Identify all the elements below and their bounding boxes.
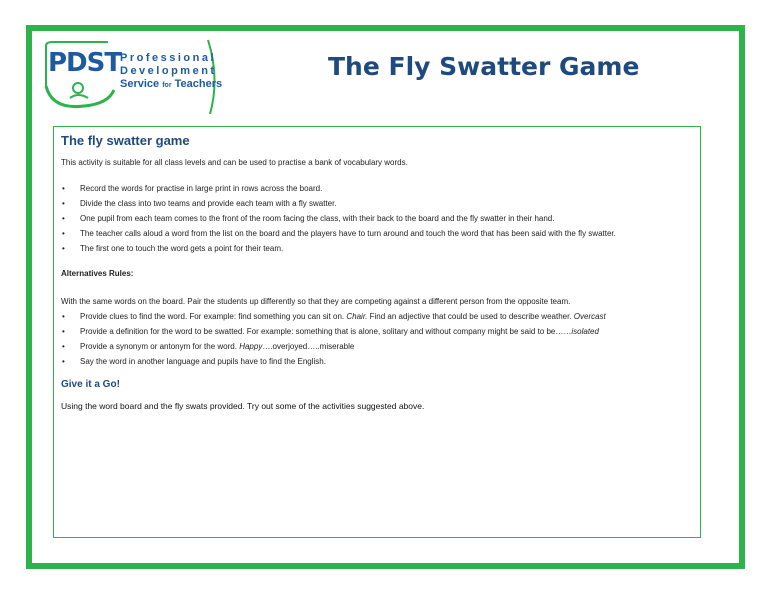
content-box xyxy=(53,126,701,538)
logo-line-development: Development xyxy=(120,65,217,77)
give-it-a-go-heading: Give it a Go! xyxy=(61,379,120,390)
list-item: • Record the words for practise in large print in rows across the board. xyxy=(61,184,693,194)
list-item: • Say the word in another language and pupils have to find the English. xyxy=(61,357,693,367)
list-item: • Provide a definition for the word to be swatted. For example: something that is alone, solitary and without company might be said to be……isolated xyxy=(61,327,693,337)
logo-line-professional: Professional xyxy=(120,52,217,64)
pdst-logo xyxy=(44,38,224,114)
alternatives-intro: With the same words on the board. Pair the students up differently so that they are competing against a different person from the opposite team. xyxy=(61,297,571,306)
list-item: • Provide clues to find the word. For example: find something you can sit on. Chair. Find an adjective that could be used to describe weather. Overcast xyxy=(61,312,693,322)
logo-line-service: Service for Teachers xyxy=(120,78,223,90)
list-item: • The teacher calls aloud a word from the list on the board and the players have to turn around and touch the word that has been said with the fly swatter. xyxy=(61,229,693,239)
steps-list xyxy=(61,184,693,254)
alternatives-heading: Alternatives Rules: xyxy=(61,269,134,278)
document-title: The Fly Swatter Game xyxy=(328,52,640,81)
list-item: • Provide a synonym or antonym for the word. Happy….overjoyed…..miserable xyxy=(61,342,693,352)
alternatives-list xyxy=(61,312,693,367)
section-heading: The fly swatter game xyxy=(61,133,190,148)
list-item: • Divide the class into two teams and provide each team with a fly swatter. xyxy=(61,199,693,209)
closing-text: Using the word board and the fly swats provided. Try out some of the activities suggested above. xyxy=(61,401,425,411)
list-item: • One pupil from each team comes to the front of the room facing the class, with their back to the board and the fly swatter in their hand. xyxy=(61,214,693,224)
intro-text: This activity is suitable for all class levels and can be used to practise a bank of vocabulary words. xyxy=(61,158,408,167)
logo-acronym: PDST xyxy=(48,48,122,78)
list-item: • The first one to touch the word gets a point for their team. xyxy=(61,244,693,254)
